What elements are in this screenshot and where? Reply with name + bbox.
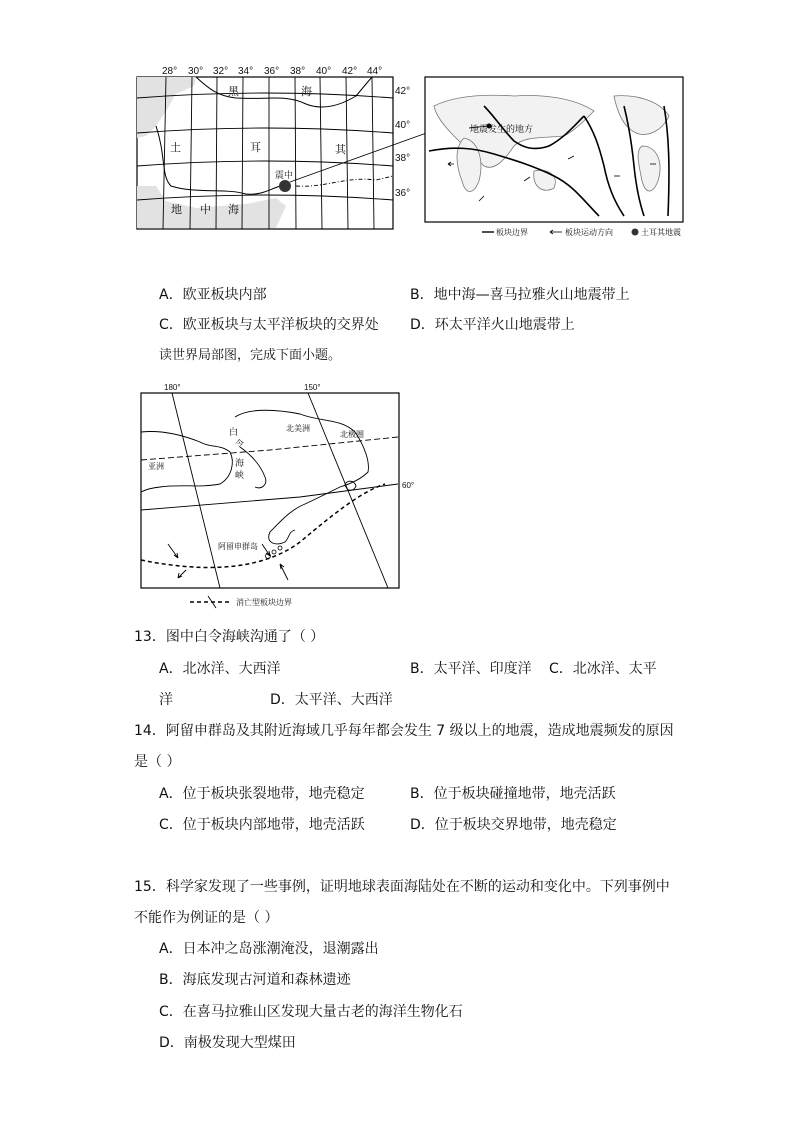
lat-label: 42° bbox=[395, 86, 411, 97]
epicenter-dot bbox=[279, 180, 291, 192]
q15-stem: 15．科学家发现了一些事例，证明地球表面海陆处在不断的运动和变化中。下列事例中 bbox=[134, 879, 670, 895]
epicenter-label: 震中 bbox=[275, 170, 294, 180]
lon-label: 42° bbox=[342, 66, 358, 77]
legend-quake-label: 土耳其地震 bbox=[641, 228, 681, 237]
black-sea-label: 海 bbox=[301, 85, 312, 98]
q13-stem: 13．图中白令海峡沟通了（ ） bbox=[134, 629, 325, 645]
arctic-circle-label: 北极圈 bbox=[340, 430, 364, 439]
q15-option-d[interactable]: D．南极发现大型煤田 bbox=[159, 1035, 296, 1051]
bering-label: 海 bbox=[235, 459, 245, 469]
q12-option-d[interactable]: D．环太平洋火山地震带上 bbox=[410, 317, 575, 333]
world-plates-svg bbox=[424, 76, 686, 224]
lon180-label: 180° bbox=[164, 383, 181, 392]
turkey-label: 土 bbox=[170, 141, 181, 154]
q13-option-a[interactable]: A．北冰洋、大西洋 bbox=[159, 661, 281, 677]
bering-label: 令 bbox=[235, 440, 245, 450]
q12-option-a[interactable]: A．欧亚板块内部 bbox=[159, 287, 267, 303]
q15-option-a[interactable]: A．日本冲之岛涨潮淹没，退潮露出 bbox=[159, 941, 379, 957]
lon150-label: 150° bbox=[304, 383, 321, 392]
bering-label: 白 bbox=[229, 428, 239, 438]
q13-option-c[interactable]: C．北冰洋、太平 bbox=[549, 661, 657, 677]
q13-option-c-cont: 洋 bbox=[159, 692, 173, 708]
legend-motion-label: 板块运动方向 bbox=[565, 228, 613, 237]
lat-label: 40° bbox=[395, 120, 411, 131]
lat-label: 36° bbox=[395, 188, 411, 199]
q15-stem-cont: 不能作为例证的是（ ） bbox=[134, 910, 279, 926]
q14-option-b[interactable]: B．位于板块碰撞地带，地壳活跃 bbox=[410, 786, 616, 802]
subduction-legend-label: 消亡型板块边界 bbox=[236, 598, 292, 607]
lon-label: 32° bbox=[213, 66, 229, 77]
q15-option-c[interactable]: C．在喜马拉雅山区发现大量古老的海洋生物化石 bbox=[159, 1004, 463, 1020]
q12-option-c[interactable]: C．欧亚板块与太平洋板块的交界处 bbox=[159, 317, 379, 333]
lon-label: 28° bbox=[162, 66, 178, 77]
bering-label: 峡 bbox=[235, 471, 245, 481]
q13-option-d[interactable]: D．太平洋、大西洋 bbox=[270, 692, 393, 708]
lon-label: 36° bbox=[264, 66, 280, 77]
aleutian-label: 阿留申群岛 bbox=[218, 542, 258, 551]
med-label: 中 bbox=[200, 203, 211, 216]
quake-location-label: 地震发生的地方 bbox=[470, 124, 534, 134]
north-america-label: 北美洲 bbox=[286, 424, 310, 433]
q12-option-b[interactable]: B．地中海—喜马拉雅火山地震带上 bbox=[410, 287, 630, 303]
q14-stem: 14．阿留申群岛及其附近海域几乎每年都会发生 7 级以上的地震，造成地震频发的原因 bbox=[134, 723, 674, 739]
q14-option-c[interactable]: C．位于板块内部地带，地壳活跃 bbox=[159, 817, 365, 833]
lon-label: 44° bbox=[367, 66, 383, 77]
turkey-label: 其 bbox=[335, 143, 346, 156]
med-label: 地 bbox=[171, 203, 182, 216]
legend-boundary-label: 板块边界 bbox=[496, 228, 528, 237]
subduction-legend-svg bbox=[190, 594, 234, 610]
q14-option-d[interactable]: D．位于板块交界地带，地壳稳定 bbox=[410, 817, 617, 833]
q14-option-a[interactable]: A．位于板块张裂地带，地壳稳定 bbox=[159, 786, 365, 802]
turkey-label: 耳 bbox=[250, 141, 261, 154]
q13-option-b[interactable]: B．太平洋、印度洋 bbox=[410, 661, 532, 677]
lon-label: 30° bbox=[188, 66, 204, 77]
q14-stem-cont: 是（ ） bbox=[134, 754, 181, 770]
instruction-text: 读世界局部图，完成下面小题。 bbox=[159, 348, 342, 363]
q15-option-b[interactable]: B．海底发现古河道和森林遗迹 bbox=[159, 972, 351, 988]
lon-label: 34° bbox=[238, 66, 254, 77]
black-sea-label: 黑 bbox=[228, 85, 239, 98]
asia-label: 亚洲 bbox=[148, 462, 164, 471]
lat-label: 38° bbox=[395, 153, 411, 164]
bering-map-svg bbox=[140, 392, 402, 590]
lon-label: 40° bbox=[316, 66, 332, 77]
lon-label: 38° bbox=[290, 66, 306, 77]
med-label: 海 bbox=[228, 203, 239, 216]
lat60-label: 60° bbox=[402, 481, 415, 490]
